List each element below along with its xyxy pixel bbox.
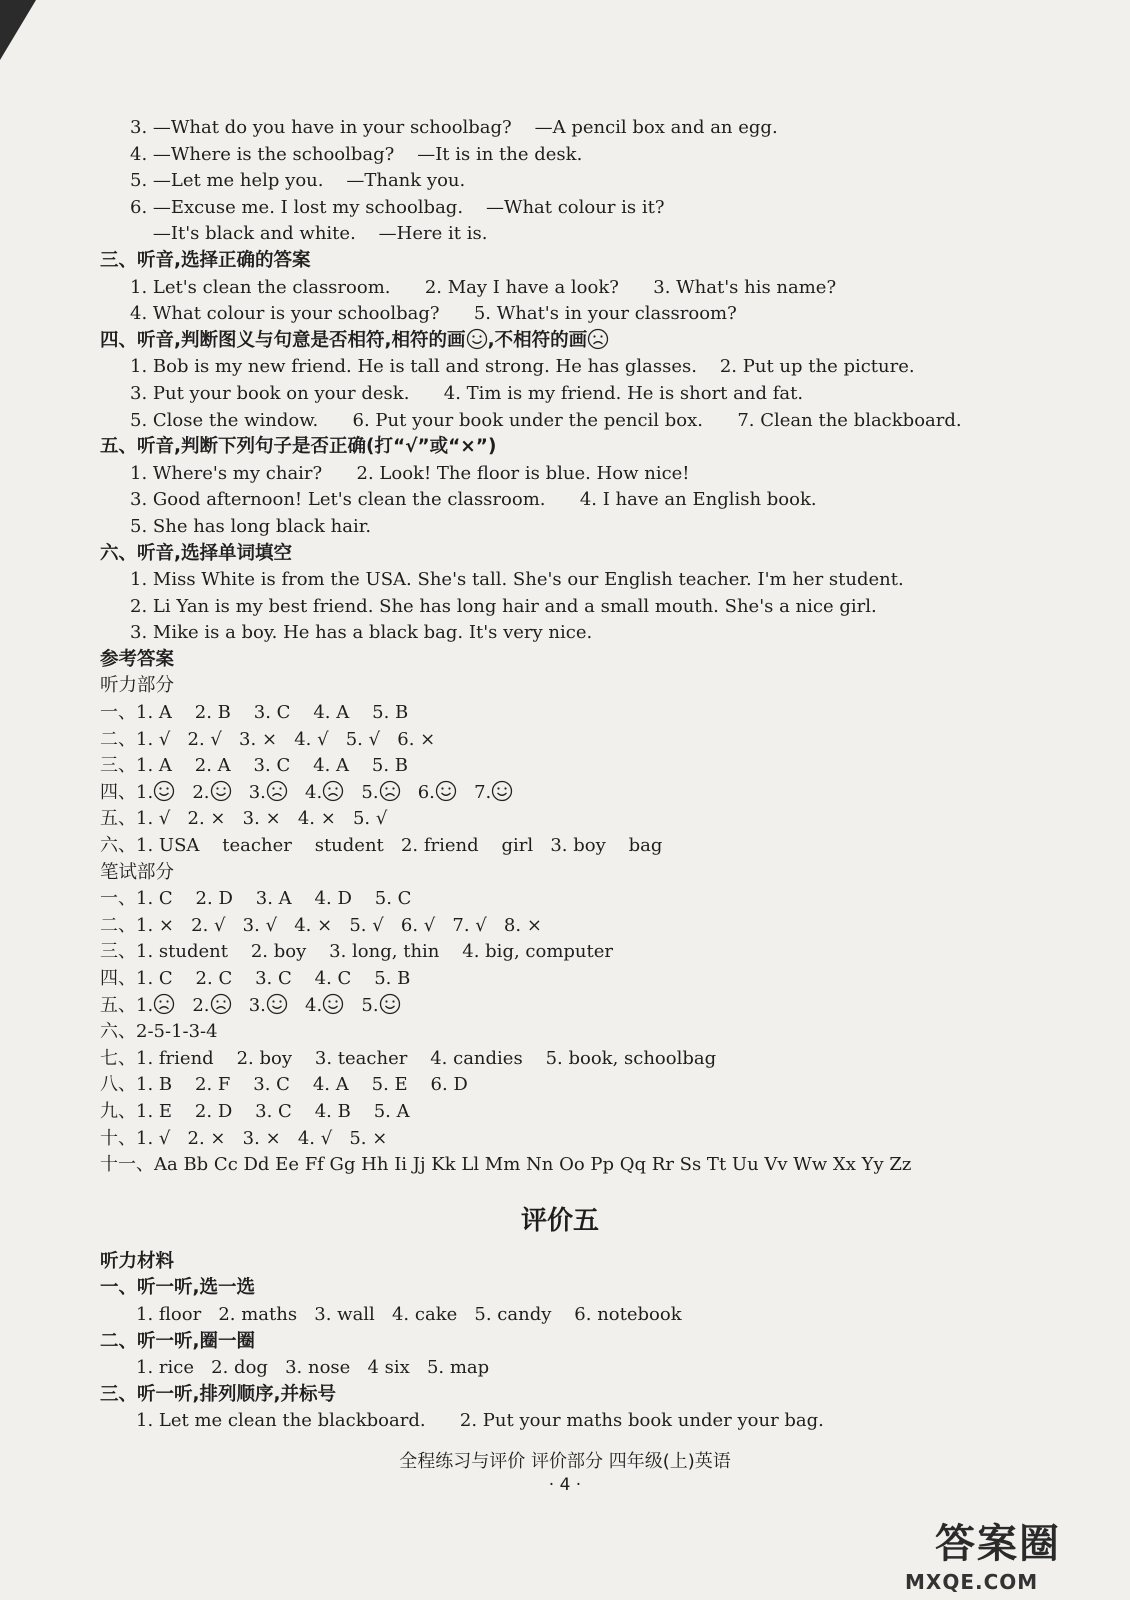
line-text: 二、1. √ 2. √ 3. × 4. √ 5. √ 6. × <box>100 728 436 750</box>
answer-line <box>100 886 1020 913</box>
line-text: 参考答案 <box>100 648 175 670</box>
smiley-face-icon <box>466 328 488 350</box>
answer-line <box>100 1019 1020 1046</box>
answer-content <box>100 115 1020 1435</box>
sad-face-icon <box>153 993 175 1015</box>
line-text: 一、听一听,选一选 <box>100 1277 256 1299</box>
smiley-face-icon <box>322 993 344 1015</box>
answer-label: 3. <box>231 994 266 1016</box>
line-text: 五、听音,判断下列句子是否正确(打“√”或“×”) <box>100 436 497 458</box>
line-text: 十一、Aa Bb Cc Dd Ee Ff Gg Hh Ii Jj Kk Ll Mm Nn Oo Pp Qq Rr Ss Tt Uu Vv Ww Xx Yy Zz <box>100 1154 912 1176</box>
section-heading <box>100 1275 1020 1302</box>
line-text: 一、1. A 2. B 3. C 4. A 5. B <box>100 702 409 724</box>
sad-face-icon <box>379 780 401 802</box>
answer-line <box>100 142 1020 169</box>
answer-line <box>100 301 1020 328</box>
line-text: 六、听音,选择单词填空 <box>100 542 293 564</box>
answer-line <box>100 1408 1020 1435</box>
answer-line <box>100 195 1020 222</box>
answer-line <box>100 275 1020 302</box>
section-heading <box>100 1329 1020 1356</box>
line-text: 十、1. √ 2. × 3. × 4. √ 5. × <box>100 1127 388 1149</box>
line-text: 1. Let me clean the blackboard. 2. Put your maths book under your bag. <box>136 1410 824 1432</box>
answer-label: 7. <box>456 781 492 803</box>
line-text: 3. Mike is a boy. He has a black bag. It's very nice. <box>130 622 593 644</box>
answer-label: 3. <box>231 781 266 803</box>
answer-line <box>100 1355 1020 1382</box>
line-text: 1. rice 2. dog 3. nose 4 six 5. map <box>136 1357 490 1379</box>
line-text: 七、1. friend 2. boy 3. teacher 4. candies 5. book, schoolbag <box>100 1047 717 1069</box>
watermark-chars: 答案圈 <box>935 1521 1061 1567</box>
answer-line <box>100 1099 1020 1126</box>
answer-line <box>100 408 1020 435</box>
answer-line <box>100 1072 1020 1099</box>
line-text: 三、听音,选择正确的答案 <box>100 249 311 271</box>
subsection-heading <box>100 673 1020 700</box>
line-text: 听力材料 <box>100 1250 175 1272</box>
answer-label: 2. <box>175 994 210 1016</box>
section-heading <box>100 541 1020 568</box>
smiley-face-icon <box>379 993 401 1015</box>
answer-line <box>100 993 1020 1020</box>
smiley-face-icon <box>491 780 513 802</box>
line-text: 3. —What do you have in your schoolbag? —A pencil box and an egg. <box>130 117 778 138</box>
section-title: 评价五 <box>520 1205 599 1236</box>
section-heading <box>100 1249 1020 1276</box>
line-text: 4. —Where is the schoolbag? —It is in the desk. <box>130 143 583 165</box>
sad-face-icon <box>322 780 344 802</box>
answer-line <box>100 913 1020 940</box>
section-heading <box>100 647 1020 674</box>
heading-fragment: ,不相符的画 <box>487 329 588 351</box>
section-heading <box>100 248 1020 275</box>
line-text: 笔试部分 <box>100 861 175 883</box>
answer-label: 4. <box>287 781 323 803</box>
line-text: 六、1. USA teacher student 2. friend girl 3. boy bag <box>100 835 663 857</box>
line-text: 九、1. E 2. D 3. C 4. B 5. A <box>100 1100 410 1122</box>
smiley-face-icon <box>266 993 288 1015</box>
answer-line <box>100 700 1020 727</box>
answer-line <box>100 1126 1020 1153</box>
answer-line <box>100 594 1020 621</box>
line-text: 一、1. C 2. D 3. A 4. D 5. C <box>100 888 412 910</box>
answer-line <box>100 1302 1020 1329</box>
line-text: 八、1. B 2. F 3. C 4. A 5. E 6. D <box>100 1074 468 1096</box>
answer-line <box>100 966 1020 993</box>
answer-line <box>100 221 1020 248</box>
line-text: 二、1. × 2. √ 3. √ 4. × 5. √ 6. √ 7. √ 8. × <box>100 914 542 936</box>
page-footer <box>0 1447 1130 1495</box>
line-text: 3. Put your book on your desk. 4. Tim is my friend. He is short and fat. <box>130 382 804 404</box>
line-text: 3. Good afternoon! Let's clean the classroom. 4. I have an English book. <box>130 489 817 511</box>
section-heading <box>100 434 1020 461</box>
scan-corner-shadow <box>0 0 36 60</box>
answer-label: 5. <box>344 781 379 803</box>
sad-face-icon <box>266 780 288 802</box>
watermark-site: MXQE.COM <box>905 1570 1039 1594</box>
answer-label: 四、1. <box>100 781 154 803</box>
line-text: 三、听一听,排列顺序,并标号 <box>100 1383 337 1405</box>
answer-label: 6. <box>400 781 435 803</box>
watermark-logo <box>905 1512 1095 1594</box>
line-text: 6. —Excuse me. I lost my schoolbag. —What colour is it? <box>130 196 665 218</box>
answer-line <box>100 461 1020 488</box>
line-text: 1. floor 2. maths 3. wall 4. cake 5. candy 6. notebook <box>136 1303 682 1325</box>
line-text: 二、听一听,圈一圈 <box>100 1330 256 1352</box>
answer-label: 2. <box>175 781 210 803</box>
smiley-face-icon <box>210 780 232 802</box>
line-text: 五、1. √ 2. × 3. × 4. × 5. √ <box>100 808 388 830</box>
line-text: 5. She has long black hair. <box>130 515 372 537</box>
footer-book-title: 全程练习与评价 评价部分 四年级(上)英语 <box>399 1451 731 1472</box>
line-text: 1. Let's clean the classroom. 2. May I have a look? 3. What's his name? <box>130 276 837 298</box>
line-text: 5. —Let me help you. —Thank you. <box>130 170 466 192</box>
answer-label: 4. <box>287 994 323 1016</box>
line-text: 4. What colour is your schoolbag? 5. What's in your classroom? <box>130 303 737 325</box>
answer-line <box>100 381 1020 408</box>
answer-line <box>100 487 1020 514</box>
page-number: · 4 · <box>548 1475 582 1495</box>
section-heading <box>100 1382 1020 1409</box>
line-text: 听力部分 <box>100 675 175 697</box>
sad-face-icon <box>210 993 232 1015</box>
subsection-heading <box>100 860 1020 887</box>
answer-line <box>100 939 1020 966</box>
answer-line <box>100 168 1020 195</box>
answer-line <box>100 1152 1020 1179</box>
smiley-face-icon <box>435 780 457 802</box>
sad-face-icon <box>587 328 609 350</box>
answer-label: 5. <box>344 994 379 1016</box>
answer-line <box>100 514 1020 541</box>
line-text: 1. Miss White is from the USA. She's tall. She's our English teacher. I'm her student. <box>130 569 904 591</box>
smiley-face-icon <box>153 780 175 802</box>
answer-line <box>100 115 1020 142</box>
line-text: 六、2-5-1-3-4 <box>100 1021 218 1043</box>
line-text: 2. Li Yan is my best friend. She has long hair and a small mouth. She's a nice girl. <box>130 595 877 617</box>
answer-line <box>100 354 1020 381</box>
line-text: 三、1. A 2. A 3. C 4. A 5. B <box>100 755 409 777</box>
line-text: 四、听音,判断图义与句意是否相符,相符的画 <box>100 329 466 351</box>
answer-line <box>100 620 1020 647</box>
answer-line <box>100 780 1020 807</box>
line-text: 5. Close the window. 6. Put your book under the pencil box. 7. Clean the blackboard. <box>130 409 962 431</box>
line-text: —It's black and white. —Here it is. <box>130 223 488 245</box>
line-text: 1. Bob is my new friend. He is tall and strong. He has glasses. 2. Put up the picture. <box>130 356 915 378</box>
answer-line <box>100 1046 1020 1073</box>
section-heading <box>100 328 1020 355</box>
answer-line <box>100 727 1020 754</box>
answer-line <box>100 806 1020 833</box>
answer-line <box>100 567 1020 594</box>
line-text: 三、1. student 2. boy 3. long, thin 4. big, computer <box>100 941 613 963</box>
answer-line <box>100 753 1020 780</box>
line-text: 四、1. C 2. C 3. C 4. C 5. B <box>100 968 411 989</box>
answer-line <box>100 833 1020 860</box>
line-text: 1. Where's my chair? 2. Look! The floor is blue. How nice! <box>130 462 690 484</box>
answer-label: 五、1. <box>100 994 154 1016</box>
